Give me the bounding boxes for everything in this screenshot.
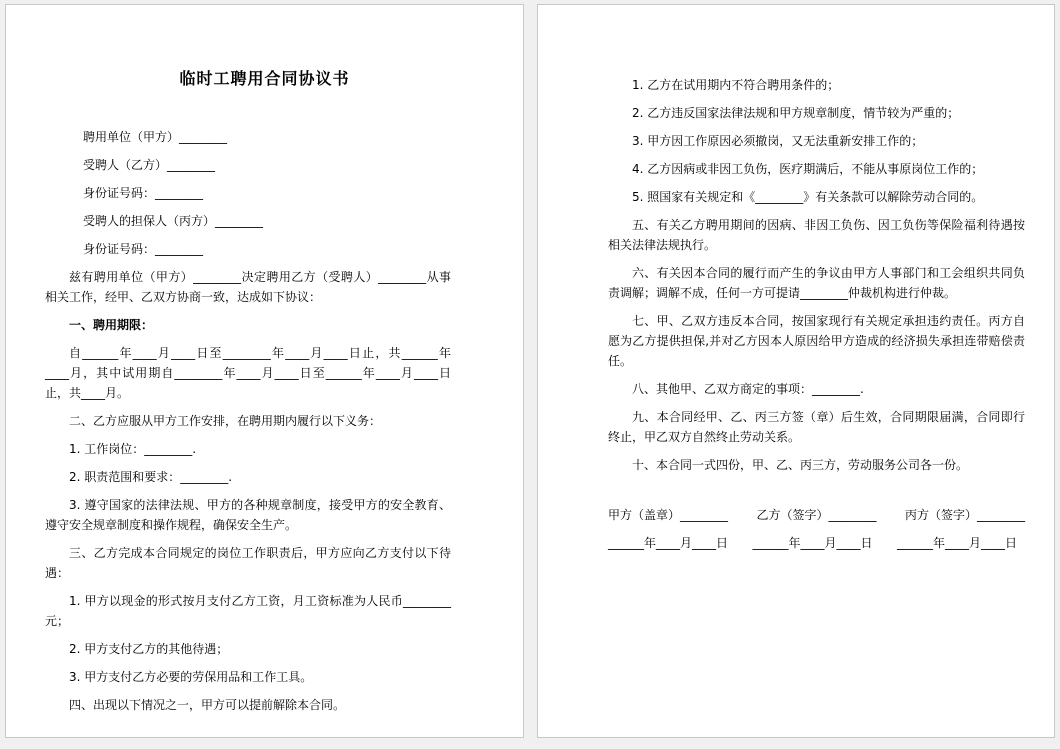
contract-paragraph: 三、乙方完成本合同规定的岗位工作职责后，甲方应向乙方支付以下待遇：: [45, 546, 451, 580]
contract-paragraph: 二、乙方应服从甲方工作安排，在聘用期内履行以下义务：: [69, 414, 382, 428]
contract-paragraph: 九、本合同经甲、乙、丙三方签（章）后生效，合同期限届满，合同即行终止，甲乙双方自然终止劳动关系。: [608, 410, 1025, 444]
intro-line: 聘用单位（甲方）________: [83, 130, 228, 144]
signature-date-line: ______年____月____日: [608, 536, 729, 550]
contract-paragraph: 3. 遵守国家的法律法规、甲方的各种规章制度，接受甲方的安全教育、遵守安全规章制度和操作规程，确保安全生产。: [45, 498, 451, 532]
signature-date-line: ______年____月____日: [752, 536, 873, 550]
intro-line: 身份证号码：________: [83, 186, 204, 200]
contract-paragraph: 五、有关乙方聘用期间的因病、非因工负伤、因工负伤等保险福利待遇按相关法律法规执行。: [608, 218, 1025, 252]
signature-party-label: 乙方（签字）________: [756, 508, 877, 522]
signature-party-label: 丙方（签字）________: [904, 508, 1025, 522]
page-1-paragraphs: [45, 267, 451, 715]
page-1: [5, 4, 524, 738]
page-2-paragraphs: [608, 75, 1025, 475]
contract-paragraph: 1. 甲方以现金的形式按月支付乙方工资，月工资标准为人民币________元；: [45, 594, 451, 628]
contract-paragraph: 八、其他甲、乙双方商定的事项：________.: [632, 382, 864, 396]
signature-dates-row: [608, 533, 1025, 553]
signature-date-line: ______年____月____日: [897, 536, 1018, 550]
intro-line: 受聘人的担保人（丙方）________: [83, 214, 264, 228]
contract-paragraph: 3. 甲方因工作原因必须撤岗，又无法重新安排工作的；: [632, 134, 924, 148]
contract-paragraph: 七、甲、乙双方违反本合同，按国家现行有关规定承担违约责任。丙方自愿为乙方提供担保,并对乙方因本人原因给甲方造成的经济损失承担连带赔偿责任。: [608, 314, 1025, 368]
contract-paragraph: 3. 甲方支付乙方必要的劳保用品和工作工具。: [69, 670, 313, 684]
contract-paragraph: 2. 职责范围和要求：________.: [69, 470, 233, 484]
contract-paragraph: 1. 工作岗位：________.: [69, 442, 197, 456]
contract-paragraph: 1. 乙方在试用期内不符合聘用条件的；: [632, 78, 840, 92]
contract-paragraph: 兹有聘用单位（甲方）________决定聘用乙方（受聘人）________从事相关工作，经甲、乙双方协商一致，达成如下协议：: [45, 270, 451, 304]
contract-paragraph: 自______年____月____日至________年____月____日止，共______年____月，其中试用期自________年____月____日至______年____月____日止，共____月。: [45, 346, 451, 400]
contract-paragraph: 2. 乙方违反国家法律法规和甲方规章制度，情节较为严重的；: [632, 106, 960, 120]
intro-block: [45, 127, 451, 259]
intro-line: 身份证号码：________: [83, 242, 204, 256]
contract-paragraph: 2. 甲方支付乙方的其他待遇；: [69, 642, 229, 656]
contract-paragraph: 5. 照国家有关规定和《________》有关条款可以解除劳动合同的。: [632, 190, 984, 204]
intro-line: 受聘人（乙方）________: [83, 158, 216, 172]
signature-parties-row: [608, 505, 1025, 525]
contract-paragraph: 六、有关因本合同的履行而产生的争议由甲方人事部门和工会组织共同负责调解；调解不成，任何一方可提请________仲裁机构进行仲裁。: [608, 266, 1025, 300]
document-title: 临时工聘用合同协议书: [179, 69, 350, 88]
page-2: [537, 4, 1055, 738]
signature-party-label: 甲方（盖章）________: [608, 508, 729, 522]
contract-paragraph: 四、出现以下情况之一，甲方可以提前解除本合同。: [69, 698, 346, 712]
contract-paragraph: 一、聘用期限：: [69, 318, 154, 332]
contract-paragraph: 十、本合同一式四份，甲、乙、丙三方，劳动服务公司各一份。: [632, 458, 969, 472]
contract-paragraph: 4. 乙方因病或非因工负伤，医疗期满后，不能从事原岗位工作的；: [632, 162, 984, 176]
